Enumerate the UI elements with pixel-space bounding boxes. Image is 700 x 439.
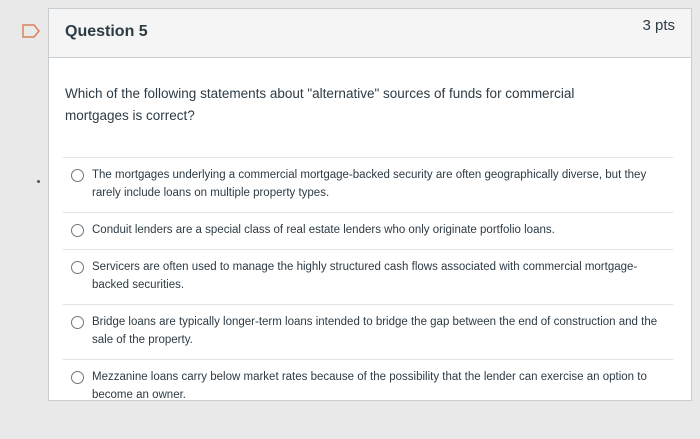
bullet-marker [37,180,40,183]
answer-option[interactable] [63,157,673,212]
radio-unselected-icon[interactable] [71,371,84,384]
flag-question-icon[interactable] [22,24,40,38]
answer-text: Bridge loans are typically longer-term loans intended to bridge the gap between the end of construction and the sale of the property. [92,316,658,346]
radio-unselected-icon[interactable] [71,169,84,182]
answer-option[interactable] [63,304,673,359]
question-text: Which of the following statements about "alternative" sources of funds for commercial mortgages is correct? [65,86,575,123]
question-header [49,9,691,58]
answer-option[interactable] [63,212,673,249]
answer-text: Conduit lenders are a special class of real estate lenders who only originate portfolio loans. [92,224,555,236]
answer-option[interactable] [63,359,673,414]
answer-text: Mezzanine loans carry below market rates because of the possibility that the lender can exercise an option to become an owner. [92,371,647,401]
question-title: Question 5 [65,23,148,40]
radio-unselected-icon[interactable] [71,224,84,237]
question-points: 3 pts [642,17,675,34]
answer-text: Servicers are often used to manage the highly structured cash flows associated with commercial mortgage-backed securities. [92,261,638,291]
radio-unselected-icon[interactable] [71,316,84,329]
answer-text: The mortgages underlying a commercial mortgage-backed security are often geographically diverse, but they rarely include loans on multiple property types. [92,169,647,199]
radio-unselected-icon[interactable] [71,261,84,274]
question-card [48,8,692,401]
answer-option[interactable] [63,249,673,304]
answer-list [63,157,673,414]
